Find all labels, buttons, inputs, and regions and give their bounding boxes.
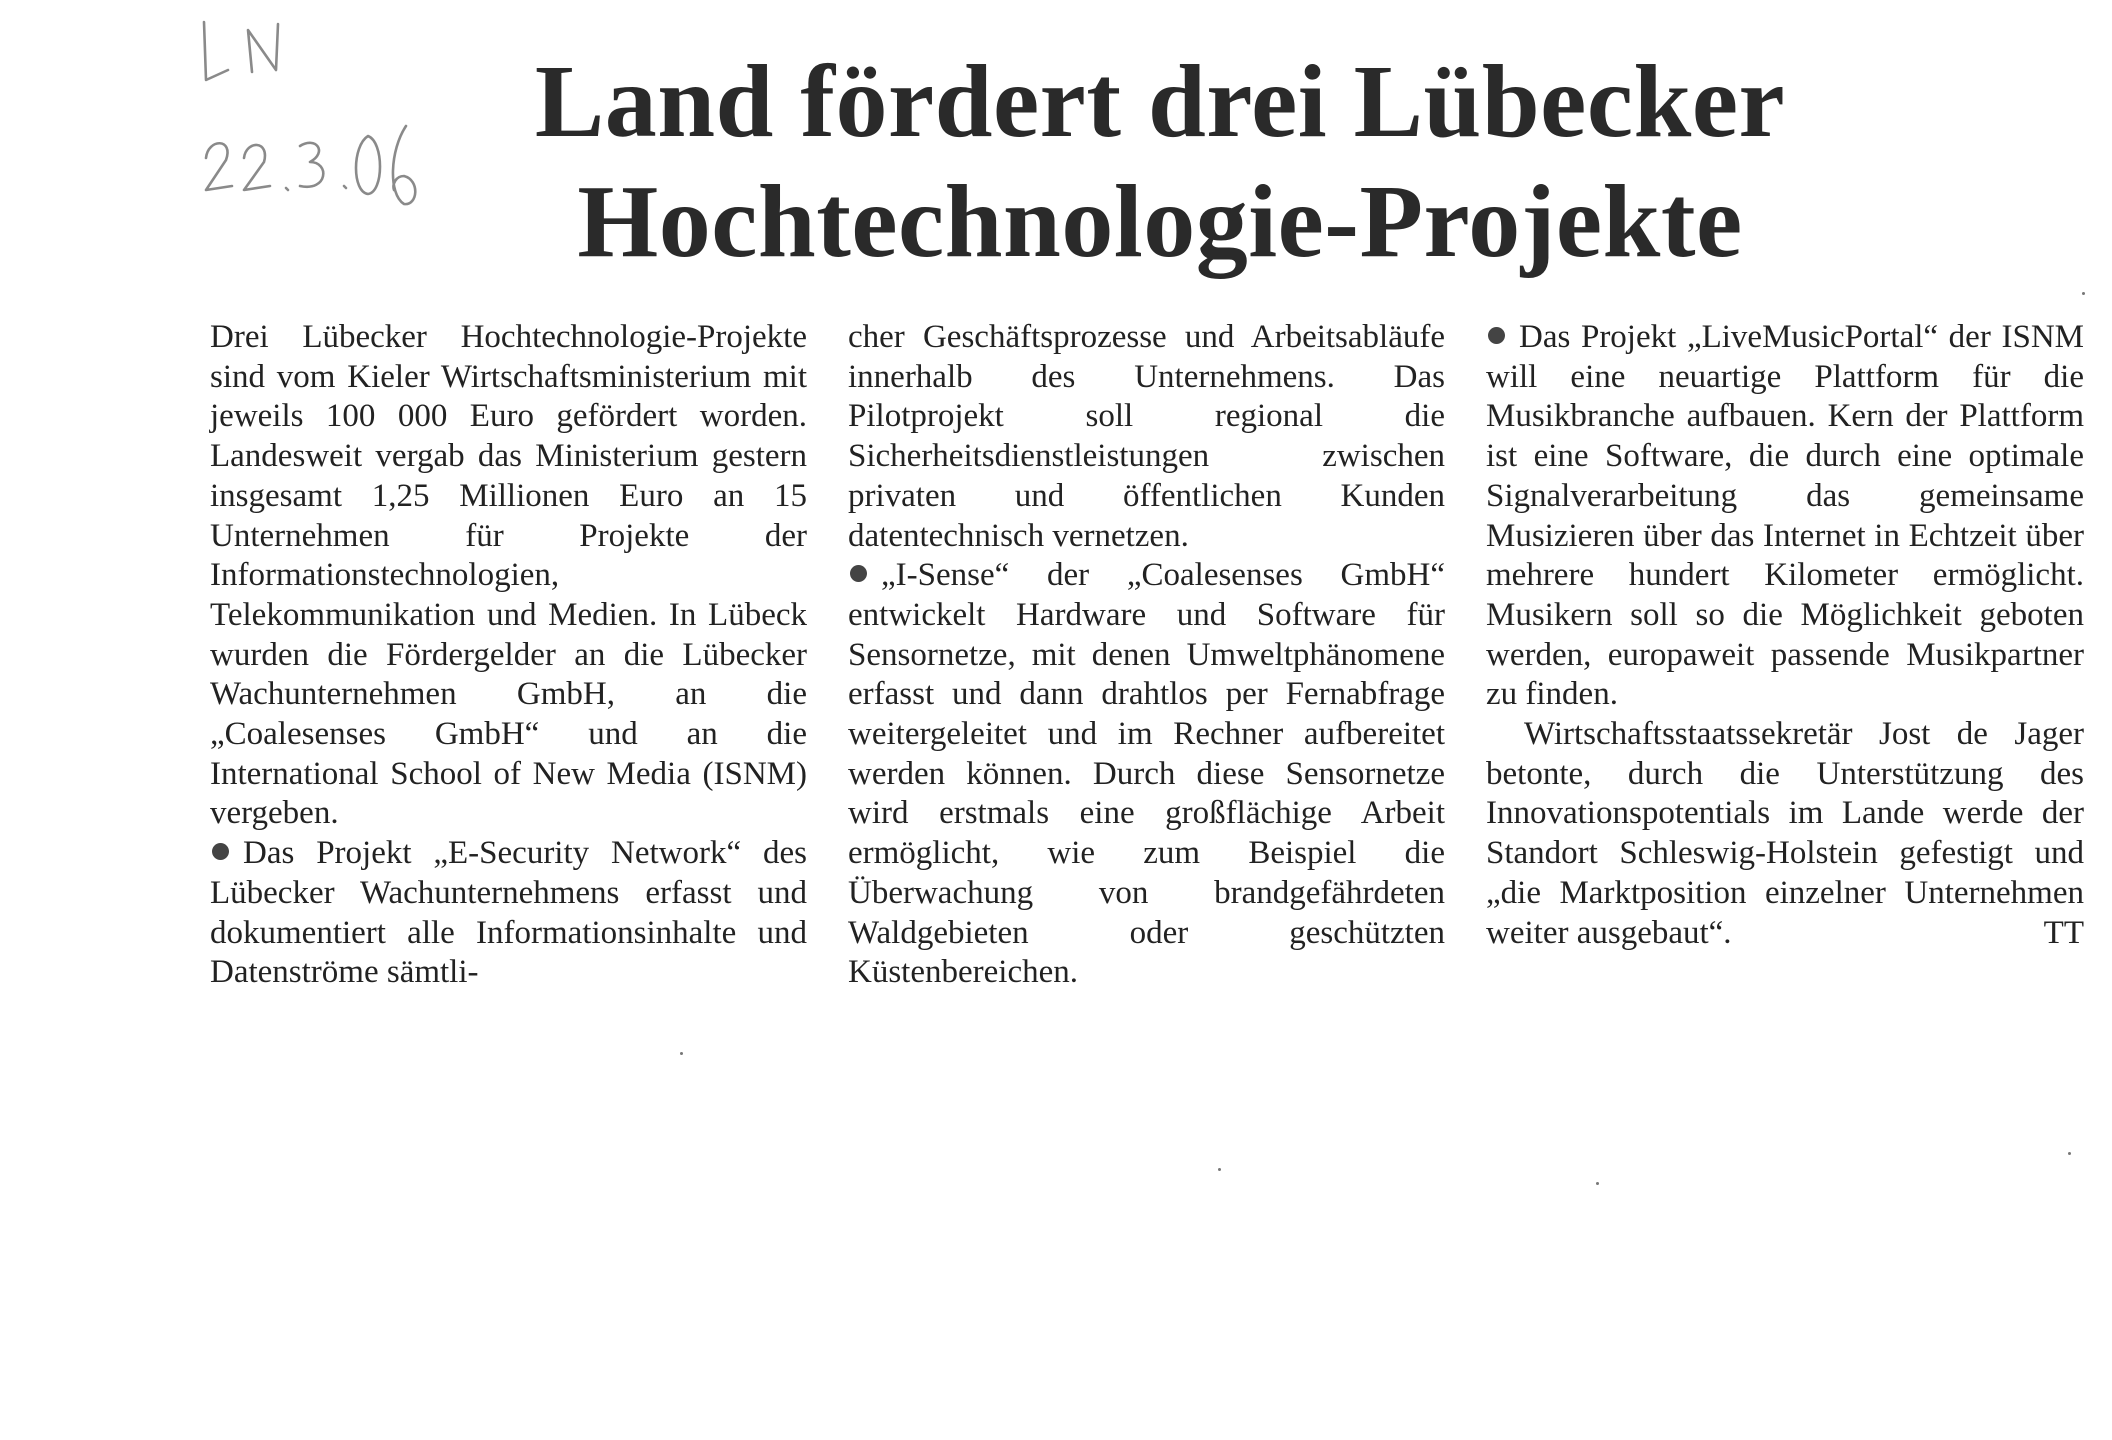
bullet-dot-icon [850,565,867,582]
headline [470,42,1850,282]
bullet-dot-icon [212,843,229,860]
article-column-1 [210,318,807,993]
bullet-paragraph-i-sense [848,556,1445,993]
bullet-text-livemusicportal: Das Projekt „LiveMusicPortal“ der ISNM will eine neuartige Plattform für die Musikbranche aufbauen. Kern der Plattform ist eine Software, die durch eine optimale Signalverarbeitung das gemeinsame Musizieren über das Internet in Echtzeit über mehrere hundert Kilometer ermöglicht. Musikern soll so die Möglichkeit geboten werden, europaweit passende Musikpartner zu finden. [1486,319,2084,713]
closing-text: Wirtschaftsstaatssekretär Jost de Jager betonte, durch die Unterstützung des Innovationspotentials im Lande werde der Standort Schleswig-Holstein gefestigt und „die Marktposition einzelner Unternehmen weiter ausgebaut“. [1486,716,2084,951]
headline-line-1: Land fördert drei Lübecker [534,44,1786,159]
handwritten-date-note [192,10,442,230]
continuation-paragraph: cher Geschäftsprozesse und Arbeitsabläufe innerhalb des Unternehmens. Das Pilotprojekt soll regional die Sicherheitsdienstleistungen zwischen privaten und öffentlichen Kunden datentechnisch vernetzen. [848,319,1445,554]
bullet-text-i-sense: „I-Sense“ der „Coalesenses GmbH“ entwickelt Hardware und Software für Sensornetze, mit denen Umweltphänomene erfasst und dann drahtlos per Fernabfrage weitergeleitet und im Rechner aufbereitet werden können. Durch diese Sensornetze wird erstmals eine großflächige Arbeit ermöglicht, wie zum Beispiel die Überwachung von brandgefährdeten Waldgebieten oder geschützten Küstenbereichen. [848,557,1445,991]
author-signature: TT [2043,914,2084,951]
closing-paragraph [1486,715,2084,953]
scan-speck [1218,1168,1221,1171]
headline-line-2: Hochtechnologie-Projekte [577,164,1743,279]
bullet-paragraph-livemusicportal [1486,318,2084,715]
intro-paragraph: Drei Lübecker Hochtechnologie-Projekte sind vom Kieler Wirtschaftsministerium mit jeweils 100 000 Euro gefördert worden. Landesweit vergab das Ministerium gestern insgesamt 1,25 Millionen Euro an 15 Unternehmen für Projekte der Informationstechnologien, Telekommunikation und Medien. In Lübeck wurden die Fördergelder an die Lübecker Wachunternehmen GmbH, an die „Coalesenses GmbH“ und an die International School of New Media (ISNM) vergeben. [210,319,807,832]
bullet-paragraph-e-security [210,834,807,993]
article-column-3 [1486,318,2084,953]
scan-speck [2068,1152,2071,1155]
scan-speck [1596,1182,1599,1185]
bullet-text-e-security: Das Projekt „E-Security Network“ des Lübecker Wachunternehmens erfasst und dokumentiert alle Informationsinhalte und Datenströme sämtli- [210,835,807,991]
scan-speck [680,1052,683,1055]
article-column-2 [848,318,1445,993]
bullet-dot-icon [1488,327,1505,344]
scan-speck [2082,292,2085,295]
